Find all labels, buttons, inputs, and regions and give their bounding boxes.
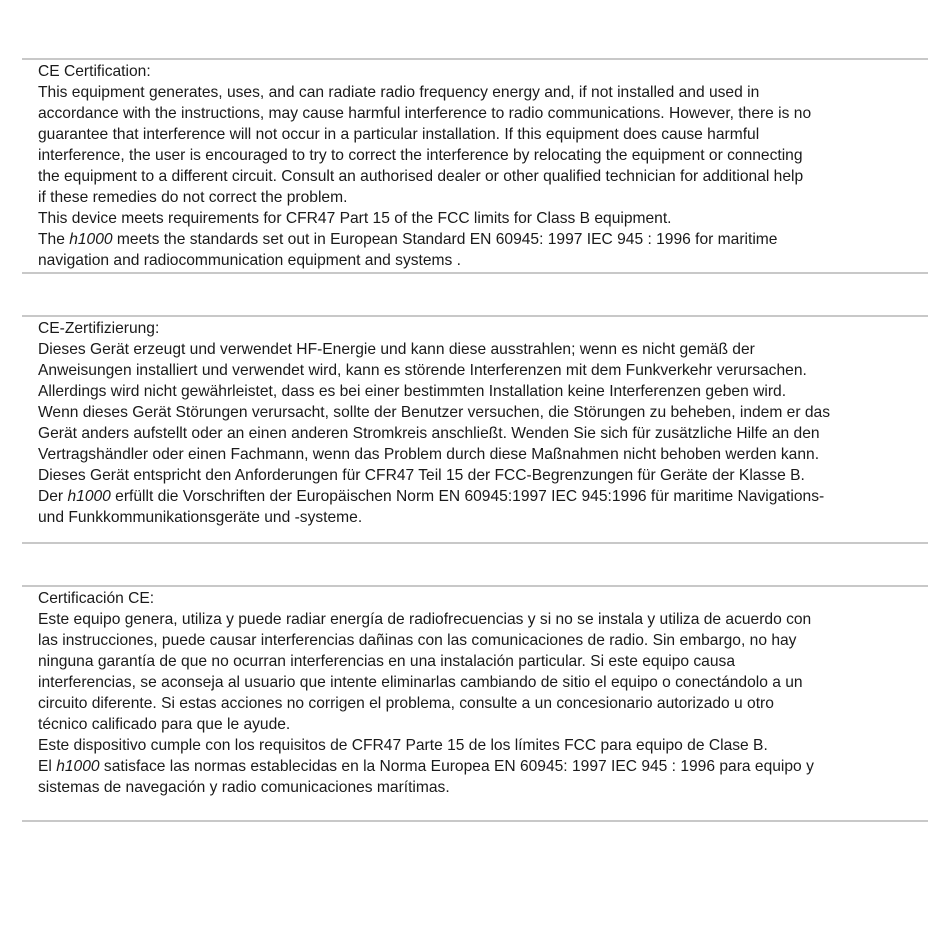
product-name: h1000 <box>69 231 113 248</box>
paragraph-line: circuito diferente. Si estas acciones no corrigen el problema, consulte a un concesionario autorizado u otro <box>38 695 774 712</box>
product-name: h1000 <box>56 758 100 775</box>
paragraph-line: técnico calificado para que le ayude. <box>38 716 291 733</box>
divider-bottom-es <box>22 820 928 822</box>
section-ce-certification-en <box>38 61 928 271</box>
paragraph-line: und Funkkommunikationsgeräte und -systeme. <box>38 509 363 526</box>
paragraph-line: Wenn dieses Gerät Störungen verursacht, sollte der Benutzer versuchen, die Störungen zu beheben, indem er das <box>38 404 830 421</box>
divider-bottom-en <box>22 272 928 274</box>
paragraph-line: Anweisungen installiert und verwendet wird, kann es störende Interferenzen mit dem Funkverkehr verursachen. <box>38 362 807 379</box>
paragraph-line: Allerdings wird nicht gewährleistet, dass es bei einer bestimmten Installation keine Interferenzen geben wird. <box>38 383 787 400</box>
paragraph-line: if these remedies do not correct the problem. <box>38 189 348 206</box>
divider-top-de <box>22 315 928 317</box>
paragraph-line: the equipment to a different circuit. Consult an authorised dealer or other qualified technician for additional help <box>38 168 804 185</box>
divider-bottom-de <box>22 542 928 544</box>
paragraph-line: Este equipo genera, utiliza y puede radiar energía de radiofrecuencias y si no se instala y utiliza de acuerdo con <box>38 611 812 628</box>
paragraph-line: This device meets requirements for CFR47 Part 15 of the FCC limits for Class B equipment. <box>38 210 672 227</box>
product-standard-line: The h1000 meets the standards set out in European Standard EN 60945: 1997 IEC 945 : 1996 for maritime <box>38 231 778 248</box>
section-title: CE-Zertifizierung: <box>38 320 160 337</box>
product-standard-line: El h1000 satisface las normas establecidas en la Norma Europea EN 60945: 1997 IEC 945 : 1996 para equipo y <box>38 758 814 775</box>
divider-top-es <box>22 585 928 587</box>
paragraph-line: Gerät anders aufstellt oder an einen anderen Stromkreis anschließt. Wenden Sie sich für zusätzliche Hilfe an den <box>38 425 820 442</box>
section-title: CE Certification: <box>38 63 151 80</box>
paragraph-line: Dieses Gerät entspricht den Anforderungen für CFR47 Teil 15 der FCC-Begrenzungen für Geräte der Klasse B. <box>38 467 805 484</box>
section-ce-certification-es <box>38 588 928 798</box>
paragraph-line: las instrucciones, puede causar interferencias dañinas con las comunicaciones de radio. Sin embargo, no hay <box>38 632 797 649</box>
paragraph-line: interference, the user is encouraged to try to correct the interference by relocating the equipment or connecting <box>38 147 803 164</box>
product-standard-line: Der h1000 erfüllt die Vorschriften der Europäischen Norm EN 60945:1997 IEC 945:1996 für maritime Navigations- <box>38 488 825 505</box>
paragraph-line: This equipment generates, uses, and can radiate radio frequency energy and, if not installed and used in <box>38 84 760 101</box>
paragraph-line: interferencias, se aconseja al usuario que intente eliminarlas cambiando de sitio el equipo o conectándolo a un <box>38 674 803 691</box>
paragraph-line: sistemas de navegación y radio comunicaciones marítimas. <box>38 779 450 796</box>
paragraph-line: guarantee that interference will not occur in a particular installation. If this equipment does cause harmful <box>38 126 760 143</box>
paragraph-line: Este dispositivo cumple con los requisitos de CFR47 Parte 15 de los límites FCC para equipo de Clase B. <box>38 737 768 754</box>
paragraph-line: accordance with the instructions, may cause harmful interference to radio communications. However, there is no <box>38 105 812 122</box>
divider-top-en <box>22 58 928 60</box>
product-name: h1000 <box>67 488 111 505</box>
section-title: Certificación CE: <box>38 590 155 607</box>
section-ce-certification-de <box>38 318 928 528</box>
paragraph-line: Vertragshändler oder einen Fachmann, wenn das Problem durch diese Maßnahmen nicht behoben werden kann. <box>38 446 820 463</box>
paragraph-line: Dieses Gerät erzeugt und verwendet HF-Energie und kann diese ausstrahlen; wenn es nicht gemäß der <box>38 341 755 358</box>
paragraph-line: ninguna garantía de que no ocurran interferencias en una instalación particular. Si este equipo causa <box>38 653 735 670</box>
paragraph-line: navigation and radiocommunication equipment and systems . <box>38 252 462 269</box>
